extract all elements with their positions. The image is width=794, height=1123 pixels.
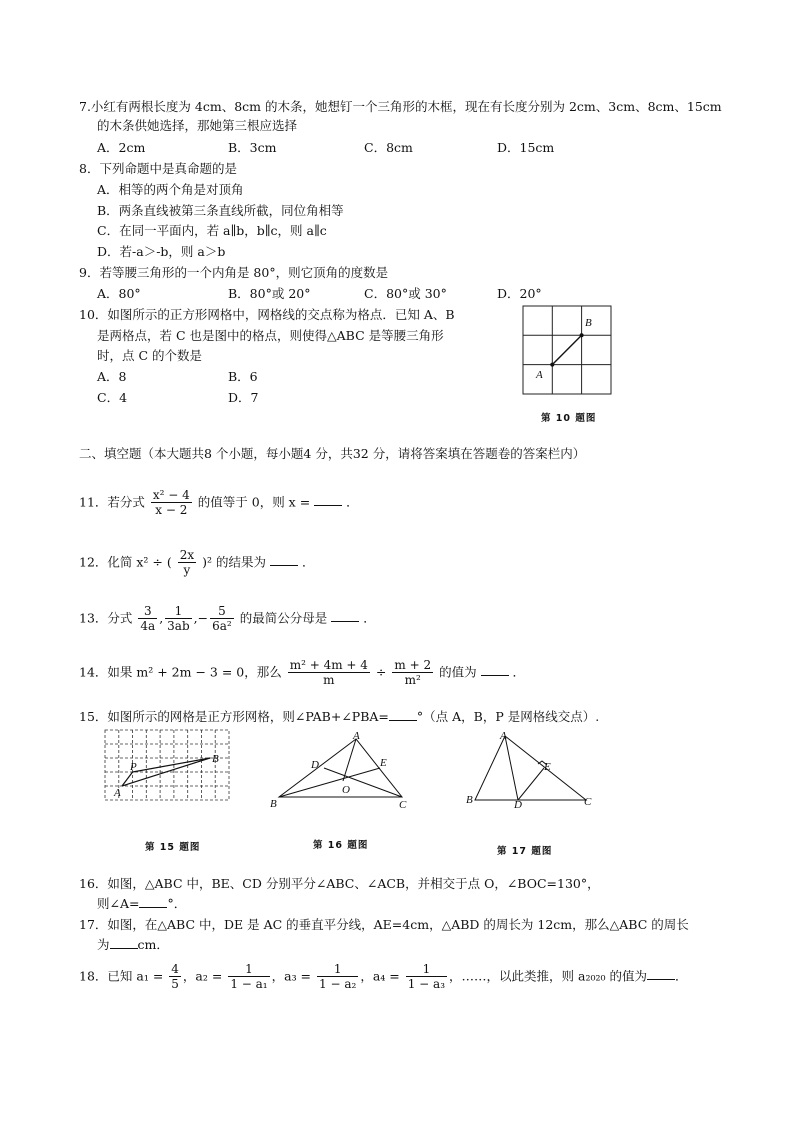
fig15-label-p: P: [130, 761, 137, 773]
q9-option-a: A．80°: [97, 286, 141, 301]
q16-line-2: 则∠A= °．: [97, 896, 187, 911]
fig17-triangle: [462, 728, 597, 810]
q8-option-d: D．若-a＞-b，则 a＞b: [97, 244, 226, 259]
fig10-label-b: B: [585, 317, 592, 329]
q7-option-d: D．15cm: [497, 140, 555, 155]
q16-line-1: 16．如图，△ABC 中，BE、CD 分别平分∠ABC、∠ACB，并相交于点 O，∠BOC=130°，: [79, 876, 600, 891]
q18: 18．已知 a₁ = $\frac{4}{5}$ ，a₂ = $\frac{1}{\text{1 − a₁}}$ ，a₃ = $\frac{1}{\text{1 − a₂}}$ ，a₄ = $\frac{1}{\text{1 − a₃}}$ ，……，以此类推，则 a₂₀₂₀ 的值为 ．: [79, 962, 688, 992]
q7-stem-cont: 的木条供她选择，那她第三根应选择: [97, 118, 298, 133]
q18-fraction-a4: $\frac{1}{\text{1 − a₃}}$: [407, 962, 446, 992]
q15: 15．如图所示的网格是正方形网格，则∠PAB+∠PBA= °（点 A，B，P 是网格线交点）.: [79, 709, 600, 724]
fig17-label-a: A: [500, 730, 507, 742]
fig16-triangle: [265, 730, 415, 810]
fig17-caption: 第 17 题图: [497, 846, 553, 857]
q13-fraction-3: $\frac{5}{\text{6a²}}$: [212, 604, 232, 634]
q14-answer-blank[interactable]: [481, 665, 509, 676]
q9-option-c: C．80°或 30°: [364, 286, 447, 301]
fig15-caption: 第 15 题图: [145, 842, 201, 853]
q8-option-b: B．两条直线被第三条直线所截，同位角相等: [97, 203, 344, 218]
q9-option-b: B．80°或 20°: [228, 286, 311, 301]
fig10-grid: [518, 302, 618, 398]
q10-option-a: A．8: [97, 369, 127, 384]
q7-option-a: A．2cm: [97, 140, 146, 155]
fig16-label-c: C: [399, 799, 407, 810]
fig17-label-c: C: [584, 796, 592, 808]
fig16-label-e: E: [380, 757, 387, 769]
q14-fraction-2: $\frac{m + 2}{\text{m²}}$: [394, 658, 432, 688]
fig16-label-a: A: [353, 730, 360, 742]
q18-answer-blank[interactable]: [647, 969, 675, 980]
q10-option-c: C．4: [97, 390, 128, 405]
q12-fraction: $\frac{2x}{y}$: [179, 548, 195, 578]
fig16-label-d: D: [311, 759, 319, 771]
fig16-label-b: B: [270, 798, 277, 810]
q18-fraction-a1: $\frac{4}{5}$: [171, 962, 179, 992]
q10-stem-3: 时，点 C 的个数是: [97, 348, 203, 363]
q8-stem: 8．下列命题中是真命题的是: [79, 161, 237, 176]
q17-line-1: 17．如图，在△ABC 中，DE 是 AC 的垂直平分线，AE=4cm，△ABD 的周长为 12cm，那么△ABC 的周长: [79, 917, 689, 932]
q15-answer-blank[interactable]: [389, 710, 417, 721]
q16-answer-blank[interactable]: [139, 897, 167, 908]
fig15-label-a: A: [114, 787, 121, 799]
fig15-grid: [100, 728, 234, 804]
q18-fraction-a2: $\frac{1}{\text{1 − a₁}}$: [230, 962, 268, 992]
q17-answer-blank[interactable]: [110, 938, 138, 949]
fig17-label-e: E: [544, 761, 551, 773]
q11: 11．若分式 $\frac{\text{x² − 4}}{x - 2}$ 的值等于 0，则 x = ．: [79, 488, 359, 518]
q12-answer-blank[interactable]: [270, 555, 298, 566]
q13-fraction-2: $\frac{1}{3ab}$: [167, 604, 190, 634]
fig10-point-b: [580, 333, 584, 337]
q10-stem-1: 10．如图所示的正方形网格中，网格线的交点称为格点．已知 A、B: [79, 307, 455, 322]
q10-stem-2: 是两格点，若 C 也是图中的格点，则使得△ABC 是等腰三角形: [97, 328, 444, 343]
q7-option-b: B．3cm: [228, 140, 277, 155]
q9-option-d: D．20°: [497, 286, 542, 301]
fig17-label-b: B: [466, 794, 473, 806]
fig15-label-b: B: [212, 753, 219, 765]
fig17-label-d: D: [514, 799, 522, 810]
q10-option-b: B．6: [228, 369, 258, 384]
q8-option-c: C．在同一平面内，若 a∥b，b∥c，则 a∥c: [97, 223, 327, 238]
q10-option-d: D．7: [228, 390, 259, 405]
fig10-label-a: A: [536, 369, 543, 381]
q14-fraction-1: $\frac{\text{m² + 4m + 4}}{m}$: [289, 658, 368, 688]
q17-line-2: 为 cm．: [97, 937, 169, 952]
fig16-caption: 第 16 题图: [313, 840, 369, 851]
fig16-label-o: O: [342, 784, 350, 796]
q13-answer-blank[interactable]: [331, 611, 359, 622]
q7-option-c: C．8cm: [364, 140, 413, 155]
section-2-heading: 二、填空题（本大题共8 个小题，每小题4 分，共32 分，请将答案填在答题卷的答案栏内）: [79, 446, 586, 461]
q13: 13．分式 $\frac{3}{4a}$ , $\frac{1}{3ab}$ ,− $\frac{5}{\text{6a²}}$ 的最简公分母是 ．: [79, 604, 376, 634]
q13-fraction-1: $\frac{3}{4a}$: [140, 604, 156, 634]
q11-fraction: $\frac{\text{x² − 4}}{x - 2}$: [152, 488, 190, 518]
q14: 14．如果 m² + 2m − 3 = 0，那么 $\frac{\text{m² + 4m + 4}}{m}$ ÷ $\frac{m + 2}{\text{m²}}$ 的值为 ．: [79, 658, 526, 688]
q8-option-a: A．相等的两个角是对顶角: [97, 182, 244, 197]
q18-fraction-a3: $\frac{1}{\text{1 − a₂}}$: [319, 962, 357, 992]
fig10-point-a: [550, 363, 554, 367]
fig10-caption: 第 10 题图: [541, 413, 597, 424]
q9-stem: 9．若等腰三角形的一个内角是 80°，则它顶角的度数是: [79, 265, 389, 280]
q7-stem: 7.小红有两根长度为 4cm、8cm 的木条，她想钉一个三角形的木框，现在有长度分别为 2cm、3cm、8cm、15cm: [79, 99, 722, 114]
fig10-segment-ab: [552, 335, 581, 364]
q11-answer-blank[interactable]: [314, 495, 342, 506]
q12: 12．化简 x² ÷ ( $\frac{2x}{y}$ )² 的结果为 ．: [79, 548, 315, 578]
